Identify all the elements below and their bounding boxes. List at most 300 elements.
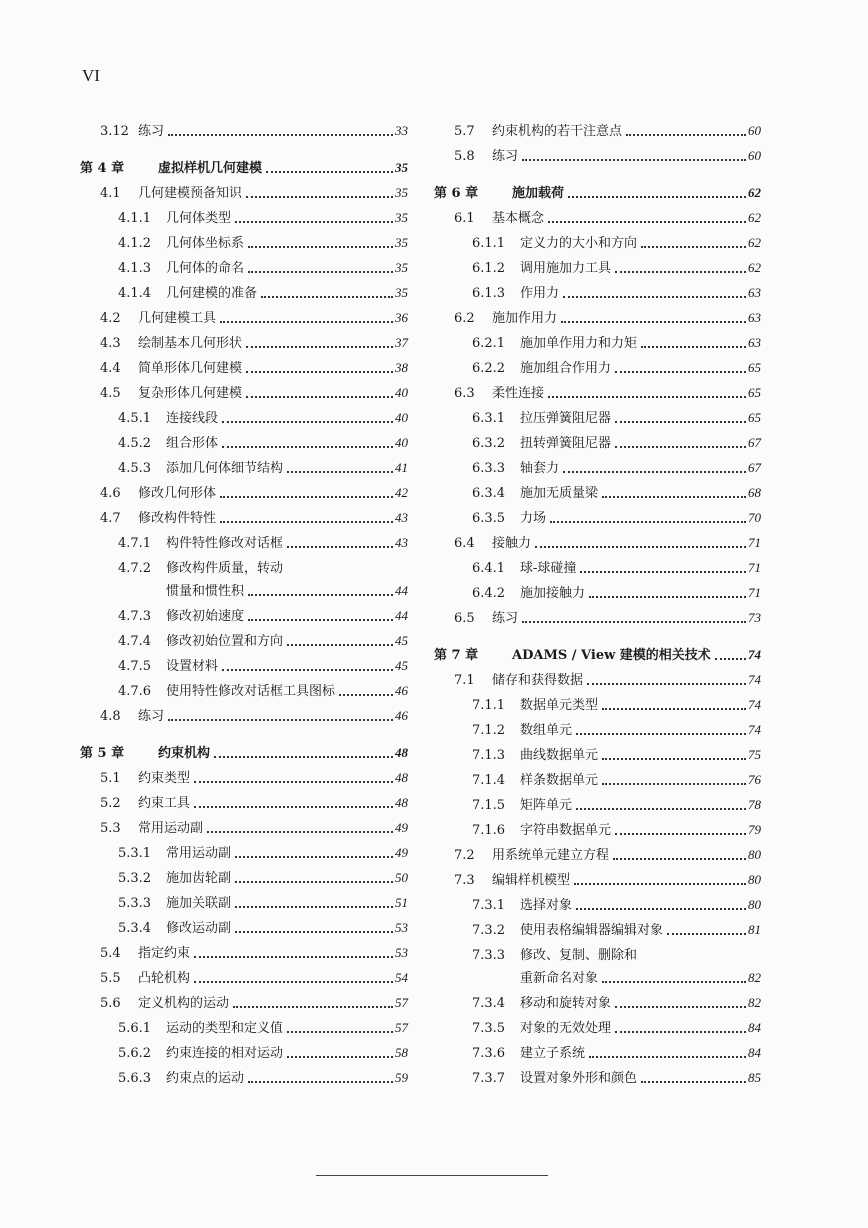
toc-leader-dots: [266, 170, 393, 173]
toc-entry: [434, 401, 761, 426]
toc-entry: [434, 1036, 761, 1061]
toc-entry: [80, 699, 408, 724]
toc-leader-dots: [339, 693, 393, 696]
toc-entry: [434, 226, 761, 251]
toc-leader-dots: [602, 782, 746, 785]
toc-entry-page: 44: [395, 583, 408, 598]
toc-chapter-entry: [80, 145, 408, 176]
toc-entry-number: 4.1.4: [118, 286, 152, 301]
toc-entry-number: 6.3.2: [472, 436, 506, 451]
toc-entry-title: 几何体类型: [166, 211, 232, 226]
toc-leader-dots: [235, 930, 393, 933]
toc-entry-number: 6.3.3: [472, 461, 506, 476]
toc-entry-number: 5.6: [100, 996, 121, 1011]
toc-entry-title: 修改构件质量，转动: [166, 561, 284, 576]
toc-entry-number: 4.8: [100, 709, 121, 724]
toc-entry: [434, 938, 761, 963]
toc-entry-page: 59: [395, 1070, 408, 1085]
toc-leader-dots: [615, 420, 746, 423]
toc-entry-number: 4.7.5: [118, 659, 152, 674]
toc-entry-number: 4.7.3: [118, 609, 152, 624]
toc-entry-page: 67: [748, 435, 761, 450]
toc-entry-page: 68: [748, 485, 761, 500]
toc-leader-dots: [235, 220, 393, 223]
toc-entry: [434, 813, 761, 838]
toc-entry-number: 7.3.1: [472, 898, 506, 913]
toc-entry-title: 数据单元类型: [520, 698, 599, 713]
toc-leader-dots: [194, 805, 393, 808]
toc-entry-number: 6.2: [454, 311, 475, 326]
toc-entry-number: 6.4.2: [472, 586, 506, 601]
toc-entry: [80, 114, 408, 139]
toc-leader-dots: [576, 807, 746, 810]
toc-entry: [434, 738, 761, 763]
toc-entry-title: 练习: [492, 611, 519, 626]
toc-leader-dots: [587, 682, 746, 685]
toc-leader-dots: [287, 545, 393, 548]
toc-entry-title: 储存和获得数据: [492, 673, 584, 688]
toc-entry-title: 拉压弹簧阻尼器: [520, 411, 612, 426]
toc-entry-number: 5.7: [454, 124, 475, 139]
toc-leader-dots: [222, 420, 393, 423]
toc-entry: [434, 476, 761, 501]
toc-entry-number: 7.3.5: [472, 1021, 506, 1036]
toc-entry: [434, 601, 761, 626]
toc-entry-title: 使用表格编辑器编辑对象: [520, 923, 664, 938]
toc-entry-page: 35: [395, 185, 408, 200]
toc-entry-page: 62: [748, 185, 761, 200]
toc-entry-number: 7.1.2: [472, 723, 506, 738]
toc-entry-page: 62: [748, 260, 761, 275]
toc-entry-number: 4.5.2: [118, 436, 152, 451]
toc-entry-number: 7.1.5: [472, 798, 506, 813]
toc-entry-title: 设置材料: [166, 659, 219, 674]
toc-entry-number: 4.1.2: [118, 236, 152, 251]
toc-entry-title: 数组单元: [520, 723, 573, 738]
toc-leader-dots: [222, 445, 393, 448]
toc-entry-page: 57: [395, 995, 408, 1010]
toc-entry: [80, 911, 408, 936]
toc-leader-dots: [602, 757, 746, 760]
toc-entry-title: 约束工具: [138, 796, 191, 811]
toc-entry-number: 6.1.1: [472, 236, 506, 251]
toc-leader-dots: [548, 395, 746, 398]
toc-entry-number: 7.1.1: [472, 698, 506, 713]
toc-entry: [80, 786, 408, 811]
toc-right-column: [434, 114, 761, 1086]
toc-leader-dots: [248, 245, 393, 248]
toc-entry-page: 80: [748, 897, 761, 912]
toc-entry-number: 6.1.3: [472, 286, 506, 301]
toc-entry-page: 38: [395, 360, 408, 375]
toc-entry-number: 5.6.2: [118, 1046, 152, 1061]
toc-entry-page: 84: [748, 1045, 761, 1060]
toc-entry-page: 46: [395, 708, 408, 723]
toc-entry: [434, 713, 761, 738]
toc-entry-page: 65: [748, 385, 761, 400]
toc-entry-title: 编辑样机模型: [492, 873, 571, 888]
toc-entry: [434, 888, 761, 913]
toc-entry: [80, 1011, 408, 1036]
toc-leader-dots: [641, 345, 746, 348]
toc-entry-page: 40: [395, 385, 408, 400]
toc-entry: [80, 986, 408, 1011]
toc-entry: [434, 838, 761, 863]
toc-entry: [434, 201, 761, 226]
toc-entry-number: 第 7 章: [434, 648, 479, 663]
toc-entry-number: 4.5.3: [118, 461, 152, 476]
toc-entry-title: 基本概念: [492, 211, 545, 226]
toc-entry-page: 85: [748, 1070, 761, 1085]
toc-chapter-entry: [434, 632, 761, 663]
toc-entry-title: 几何体坐标系: [166, 236, 245, 251]
toc-left-column: [80, 114, 408, 1086]
toc-entry-title: 练习: [492, 149, 519, 164]
toc-leader-dots: [522, 620, 746, 623]
toc-entry: [80, 936, 408, 961]
toc-entry-title: 曲线数据单元: [520, 748, 599, 763]
toc-entry: [80, 276, 408, 301]
toc-entry-number: 3.12: [100, 124, 129, 139]
toc-leader-dots: [615, 445, 746, 448]
toc-entry-number: 5.2: [100, 796, 121, 811]
toc-entry-page: 82: [748, 995, 761, 1010]
toc-entry-page: 76: [748, 772, 761, 787]
toc-entry-title: 选择对象: [520, 898, 573, 913]
toc-entry-title: 样条数据单元: [520, 773, 599, 788]
toc-leader-dots: [574, 882, 746, 885]
toc-entry: [80, 301, 408, 326]
toc-entry-number: 7.2: [454, 848, 475, 863]
toc-leader-dots: [602, 980, 746, 983]
toc-entry: [434, 251, 761, 276]
toc-entry: [434, 763, 761, 788]
toc-entry-number: 5.1: [100, 771, 121, 786]
toc-leader-dots: [548, 220, 746, 223]
toc-entry-number: 5.3.4: [118, 921, 152, 936]
toc-entry-title: 施加载荷: [512, 186, 565, 201]
toc-leader-dots: [168, 718, 393, 721]
toc-leader-dots: [615, 370, 746, 373]
toc-entry-page: 74: [748, 697, 761, 712]
toc-entry: [80, 176, 408, 201]
toc-entry-page: 75: [748, 747, 761, 762]
toc-entry-page: 67: [748, 460, 761, 475]
toc-leader-dots: [235, 905, 393, 908]
toc-entry-number: 5.3.1: [118, 846, 152, 861]
toc-entry-title: 常用运动副: [166, 846, 232, 861]
toc-leader-dots: [568, 195, 746, 198]
toc-entry-number: 4.7.2: [118, 561, 152, 576]
toc-entry-title: 施加单作用力和力矩: [520, 336, 638, 351]
toc-leader-dots: [613, 857, 746, 860]
toc-entry-title: ADAMS / View 建模的相关技术: [512, 648, 711, 663]
toc-entry-page: 78: [748, 797, 761, 812]
toc-entry-page: 71: [748, 585, 761, 600]
toc-entry: [80, 226, 408, 251]
toc-entry: [80, 811, 408, 836]
toc-entry: [434, 526, 761, 551]
toc-entry-page: 57: [395, 1020, 408, 1035]
toc-leader-dots: [615, 1005, 746, 1008]
toc-entry-number: 4.3: [100, 336, 121, 351]
toc-leader-dots: [233, 1005, 393, 1008]
toc-entry-number: 7.3.3: [472, 948, 506, 963]
toc-leader-dots: [580, 570, 746, 573]
toc-entry-number: 6.4: [454, 536, 475, 551]
toc-entry: [434, 1061, 761, 1086]
toc-entry-page: 84: [748, 1020, 761, 1035]
toc-entry: [434, 376, 761, 401]
toc-entry-title: 约束点的运动: [166, 1071, 245, 1086]
toc-entry: [80, 501, 408, 526]
toc-entry-title: 惯量和惯性积: [166, 584, 245, 599]
toc-entry: [434, 913, 761, 938]
toc-entry-page: 46: [395, 683, 408, 698]
toc-entry-page: 71: [748, 535, 761, 550]
toc-entry: [434, 551, 761, 576]
toc-leader-dots: [246, 370, 393, 373]
toc-entry: [434, 426, 761, 451]
toc-entry-number: 7.3.6: [472, 1046, 506, 1061]
toc-entry-page: 45: [395, 633, 408, 648]
toc-entry-title: 定义机构的运动: [138, 996, 230, 1011]
toc-entry-title: 移动和旋转对象: [520, 996, 612, 1011]
toc-leader-dots: [561, 320, 746, 323]
toc-entry-title: 字符串数据单元: [520, 823, 612, 838]
toc-leader-dots: [220, 520, 393, 523]
toc-entry: [80, 599, 408, 624]
toc-entry: [434, 788, 761, 813]
toc-entry: [80, 674, 408, 699]
toc-leader-dots: [522, 158, 746, 161]
toc-entry-page: 48: [395, 770, 408, 785]
toc-entry-title: 柔性连接: [492, 386, 545, 401]
toc-entry-title: 凸轮机构: [138, 971, 191, 986]
toc-entry-page: 63: [748, 310, 761, 325]
toc-leader-dots: [626, 133, 746, 136]
toc-entry-page: 35: [395, 235, 408, 250]
toc-entry-number: 6.3: [454, 386, 475, 401]
toc-entry-number: 6.2.1: [472, 336, 506, 351]
toc-entry-title: 接触力: [492, 536, 532, 551]
toc-entry-page: 60: [748, 148, 761, 163]
toc-entry-title: 几何建模的准备: [166, 286, 258, 301]
toc-leader-dots: [563, 470, 746, 473]
toc-entry-title: 定义力的大小和方向: [520, 236, 638, 251]
toc-entry-title: 虚拟样机几何建模: [158, 161, 263, 176]
toc-entry-number: 5.5: [100, 971, 121, 986]
toc-entry-number: 6.4.1: [472, 561, 506, 576]
toc-entry-title: 指定约束: [138, 946, 191, 961]
toc-entry: [434, 351, 761, 376]
toc-entry-number: 6.1.2: [472, 261, 506, 276]
toc-entry-title: 绘制基本几何形状: [138, 336, 243, 351]
toc-entry-number: 5.3: [100, 821, 121, 836]
toc-entry: [80, 576, 408, 599]
toc-entry: [80, 401, 408, 426]
toc-leader-dots: [615, 270, 746, 273]
toc-entry-title: 添加几何体细节结构: [166, 461, 284, 476]
toc-entry: [80, 551, 408, 576]
toc-entry-page: 73: [748, 610, 761, 625]
toc-entry-page: 44: [395, 608, 408, 623]
toc-leader-dots: [222, 668, 393, 671]
toc-entry-title: 扭转弹簧阻尼器: [520, 436, 612, 451]
toc-entry: [434, 139, 761, 164]
toc-entry: [434, 576, 761, 601]
toc-entry-page: 43: [395, 510, 408, 525]
toc-entry: [80, 526, 408, 551]
toc-entry-number: 4.7: [100, 511, 121, 526]
toc-entry-title: 施加组合作用力: [520, 361, 612, 376]
toc-leader-dots: [248, 1080, 393, 1083]
toc-entry-title: 约束机构: [158, 746, 211, 761]
toc-entry-title: 力场: [520, 511, 547, 526]
toc-entry-title: 施加接触力: [520, 586, 586, 601]
toc-entry-title: 简单形体几何建模: [138, 361, 243, 376]
toc-leader-dots: [248, 618, 393, 621]
toc-leader-dots: [615, 1030, 746, 1033]
toc-entry: [434, 663, 761, 688]
toc-entry-page: 60: [748, 123, 761, 138]
toc-entry-title: 约束类型: [138, 771, 191, 786]
toc-entry-title: 矩阵单元: [520, 798, 573, 813]
toc-entry-number: 7.1.6: [472, 823, 506, 838]
toc-entry-page: 63: [748, 285, 761, 300]
toc-entry-title: 修改初始速度: [166, 609, 245, 624]
toc-leader-dots: [602, 495, 746, 498]
toc-entry-number: 5.3.3: [118, 896, 152, 911]
toc-entry: [80, 624, 408, 649]
toc-entry-number: 7.1.4: [472, 773, 506, 788]
toc-entry: [80, 326, 408, 351]
toc-entry-number: 4.7.6: [118, 684, 152, 699]
toc-entry-page: 43: [395, 535, 408, 550]
toc-leader-dots: [641, 1080, 746, 1083]
toc-entry-page: 58: [395, 1045, 408, 1060]
toc-entry-page: 70: [748, 510, 761, 525]
toc-entry-number: 6.3.4: [472, 486, 506, 501]
toc-leader-dots: [576, 732, 746, 735]
toc-entry-page: 80: [748, 847, 761, 862]
toc-entry-title: 建立子系统: [520, 1046, 586, 1061]
toc-leader-dots: [246, 345, 393, 348]
toc-entry-title: 练习: [138, 709, 165, 724]
toc-entry: [80, 426, 408, 451]
toc-entry: [80, 376, 408, 401]
toc-entry-number: 5.6.1: [118, 1021, 152, 1036]
toc-leader-dots: [235, 880, 393, 883]
toc-entry-title: 连接线段: [166, 411, 219, 426]
toc-entry: [80, 861, 408, 886]
toc-entry: [80, 201, 408, 226]
toc-entry-number: 5.8: [454, 149, 475, 164]
toc-leader-dots: [641, 245, 746, 248]
toc-entry-number: 7.3: [454, 873, 475, 888]
toc-entry: [434, 114, 761, 139]
toc-entry-number: 6.3.1: [472, 411, 506, 426]
toc-entry-number: 7.1: [454, 673, 475, 688]
toc-leader-dots: [248, 593, 393, 596]
toc-entry-page: 42: [395, 485, 408, 500]
toc-entry-title: 几何建模工具: [138, 311, 217, 326]
toc-entry-page: 82: [748, 970, 761, 985]
toc-entry: [434, 501, 761, 526]
toc-entry-number: 6.3.5: [472, 511, 506, 526]
toc-entry-number: 4.4: [100, 361, 121, 376]
toc-entry-title: 几何建模预备知识: [138, 186, 243, 201]
toc-entry-page: 33: [395, 123, 408, 138]
toc-entry-number: 5.4: [100, 946, 121, 961]
toc-leader-dots: [576, 907, 746, 910]
toc-leader-dots: [589, 1055, 746, 1058]
toc-entry: [80, 886, 408, 911]
toc-leader-dots: [194, 955, 393, 958]
toc-entry-number: 4.5: [100, 386, 121, 401]
toc-leader-dots: [214, 755, 393, 758]
toc-entry: [434, 986, 761, 1011]
toc-entry-page: 65: [748, 360, 761, 375]
toc-entry-number: 6.1: [454, 211, 475, 226]
toc-entry: [80, 836, 408, 861]
toc-leader-dots: [287, 1055, 393, 1058]
toc-leader-dots: [287, 643, 393, 646]
toc-entry-title: 修改初始位置和方向: [166, 634, 284, 649]
toc-entry-title: 使用特性修改对话框工具图标: [166, 684, 336, 699]
toc-leader-dots: [615, 832, 746, 835]
toc-entry-page: 71: [748, 560, 761, 575]
toc-entry-title: 练习: [138, 124, 165, 139]
toc-entry-page: 37: [395, 335, 408, 350]
toc-entry-title: 组合形体: [166, 436, 219, 451]
toc-entry: [434, 963, 761, 986]
toc-entry-title: 作用力: [520, 286, 560, 301]
toc-entry-number: 4.5.1: [118, 411, 152, 426]
toc-entry-number: 4.7.1: [118, 536, 152, 551]
toc-entry-number: 4.7.4: [118, 634, 152, 649]
toc-entry-title: 修改几何形体: [138, 486, 217, 501]
toc-entry-title: 构件特性修改对话框: [166, 536, 284, 551]
toc-entry-page: 40: [395, 435, 408, 450]
toc-entry-page: 48: [395, 745, 408, 760]
toc-entry-number: 7.3.4: [472, 996, 506, 1011]
toc-entry-number: 4.1.3: [118, 261, 152, 276]
toc-entry: [80, 1036, 408, 1061]
toc-entry-number: 第 4 章: [80, 161, 125, 176]
toc-leader-dots: [194, 980, 393, 983]
toc-entry: [80, 251, 408, 276]
toc-entry-page: 54: [395, 970, 408, 985]
toc-leader-dots: [563, 295, 746, 298]
toc-entry-number: 第 6 章: [434, 186, 479, 201]
toc-entry-page: 74: [748, 647, 761, 662]
toc-entry-page: 35: [395, 160, 408, 175]
toc-leader-dots: [235, 855, 393, 858]
toc-leader-dots: [194, 780, 393, 783]
toc-entry-page: 48: [395, 795, 408, 810]
toc-entry: [80, 961, 408, 986]
toc-leader-dots: [207, 830, 393, 833]
toc-entry: [80, 649, 408, 674]
toc-entry-number: 7.3.2: [472, 923, 506, 938]
toc-entry: [434, 863, 761, 888]
toc-entry-title: 施加无质量梁: [520, 486, 599, 501]
toc-entry-page: 49: [395, 820, 408, 835]
toc-entry-number: 6.2.2: [472, 361, 506, 376]
toc-leader-dots: [246, 395, 393, 398]
toc-entry: [434, 301, 761, 326]
